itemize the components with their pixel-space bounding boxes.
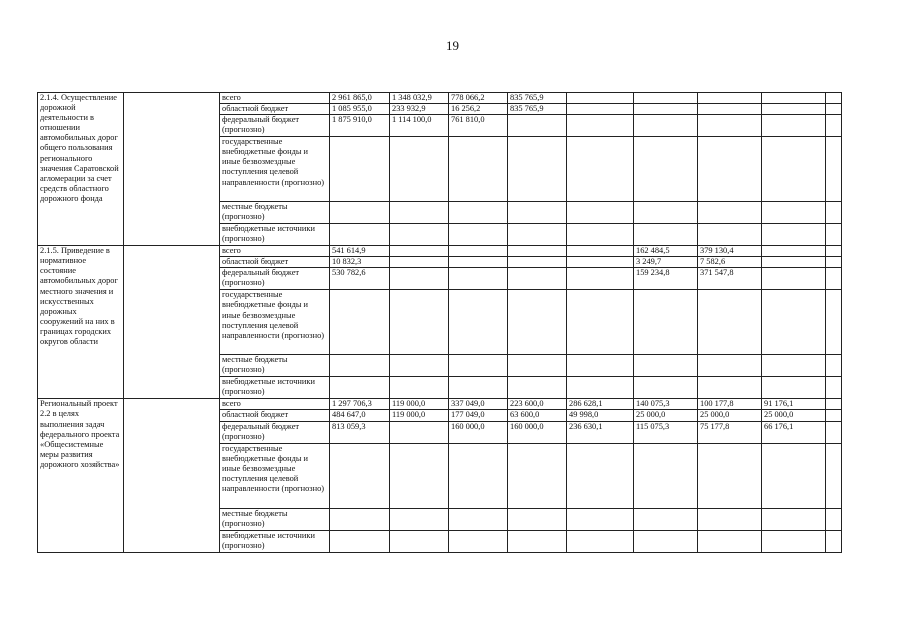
value-cell [449,290,508,355]
value-cell: 75 177,8 [698,421,762,443]
value-cell [390,257,449,268]
value-cell [698,377,762,399]
value-cell: 835 765,9 [508,93,567,104]
value-cell: 1 114 100,0 [390,115,449,137]
value-cell [449,530,508,552]
value-cell: 49 998,0 [567,410,634,421]
budget-table [37,92,842,553]
value-cell: 119 000,0 [390,410,449,421]
value-cell [390,530,449,552]
source-label: федеральный бюджет (прогнозно) [220,268,330,290]
value-cell [508,268,567,290]
value-cell [698,137,762,202]
value-cell [330,355,390,377]
value-cell [826,137,842,202]
value-cell: 63 600,0 [508,410,567,421]
value-cell [698,104,762,115]
empty-cell [124,246,220,399]
value-cell: 177 049,0 [449,410,508,421]
value-cell [390,443,449,508]
value-cell [826,421,842,443]
row-name: Региональный проект 2.2 в целях выполнения задач федерального проекта «Общесистемные меры развития дорожного хозяйства» [38,399,124,552]
source-label: внебюджетные источники (прогнозно) [220,377,330,399]
value-cell: 337 049,0 [449,399,508,410]
value-cell [698,355,762,377]
value-cell [508,115,567,137]
value-cell [634,115,698,137]
value-cell [330,224,390,246]
value-cell [698,443,762,508]
value-cell [634,104,698,115]
value-cell [449,246,508,257]
value-cell: 223 600,0 [508,399,567,410]
value-cell [449,202,508,224]
table-row [38,246,842,257]
value-cell [567,508,634,530]
value-cell [567,115,634,137]
value-cell [698,202,762,224]
value-cell [762,93,826,104]
value-cell: 484 647,0 [330,410,390,421]
source-label: федеральный бюджет (прогнозно) [220,115,330,137]
value-cell [762,257,826,268]
value-cell [567,104,634,115]
value-cell [762,355,826,377]
value-cell: 236 630,1 [567,421,634,443]
value-cell [390,246,449,257]
value-cell [330,508,390,530]
value-cell: 66 176,1 [762,421,826,443]
value-cell [449,443,508,508]
value-cell [390,508,449,530]
value-cell [634,202,698,224]
value-cell: 1 297 706,3 [330,399,390,410]
value-cell [826,377,842,399]
value-cell [508,257,567,268]
value-cell [634,377,698,399]
value-cell [826,115,842,137]
value-cell: 541 614,9 [330,246,390,257]
value-cell: 371 547,8 [698,268,762,290]
value-cell [826,290,842,355]
value-cell [567,355,634,377]
value-cell [698,530,762,552]
value-cell [508,377,567,399]
value-cell: 16 256,2 [449,104,508,115]
value-cell [390,268,449,290]
value-cell: 10 832,3 [330,257,390,268]
value-cell [567,530,634,552]
value-cell [698,508,762,530]
value-cell: 1 085 955,0 [330,104,390,115]
value-cell [567,137,634,202]
value-cell [826,530,842,552]
value-cell [330,443,390,508]
value-cell [826,93,842,104]
source-label: государственные внебюджетные фонды и иные безвозмездные поступления целевой направленности (прогнозно) [220,137,330,202]
value-cell [826,268,842,290]
value-cell [826,399,842,410]
source-label: местные бюджеты (прогнозно) [220,355,330,377]
table-row [38,93,842,104]
source-label: областной бюджет [220,104,330,115]
source-label: местные бюджеты (прогнозно) [220,508,330,530]
value-cell [567,224,634,246]
value-cell: 530 782,6 [330,268,390,290]
value-cell [567,246,634,257]
value-cell [390,355,449,377]
value-cell [567,202,634,224]
value-cell [390,421,449,443]
value-cell [698,115,762,137]
value-cell [762,377,826,399]
value-cell [634,508,698,530]
value-cell: 25 000,0 [634,410,698,421]
value-cell [330,202,390,224]
value-cell [449,224,508,246]
value-cell [826,257,842,268]
value-cell: 119 000,0 [390,399,449,410]
value-cell [826,202,842,224]
value-cell [508,443,567,508]
value-cell: 778 066,2 [449,93,508,104]
value-cell [390,224,449,246]
value-cell [826,410,842,421]
value-cell [390,290,449,355]
value-cell [449,137,508,202]
value-cell [508,530,567,552]
empty-cell [124,399,220,552]
value-cell [698,224,762,246]
value-cell [390,202,449,224]
value-cell [826,355,842,377]
value-cell: 3 249,7 [634,257,698,268]
value-cell [449,508,508,530]
value-cell [567,257,634,268]
value-cell [567,268,634,290]
value-cell [634,290,698,355]
value-cell [567,290,634,355]
value-cell [508,290,567,355]
source-label: внебюджетные источники (прогнозно) [220,530,330,552]
value-cell: 162 484,5 [634,246,698,257]
value-cell [762,290,826,355]
empty-cell [124,93,220,246]
value-cell [826,224,842,246]
value-cell: 813 059,3 [330,421,390,443]
source-label: государственные внебюджетные фонды и иные безвозмездные поступления целевой направленности (прогнозно) [220,443,330,508]
value-cell [508,137,567,202]
value-cell: 7 582,6 [698,257,762,268]
value-cell [698,290,762,355]
value-cell: 160 000,0 [508,421,567,443]
value-cell [449,268,508,290]
value-cell [826,104,842,115]
value-cell [762,530,826,552]
value-cell: 140 075,3 [634,399,698,410]
value-cell [330,137,390,202]
value-cell: 100 177,8 [698,399,762,410]
value-cell: 1 348 032,9 [390,93,449,104]
source-label: федеральный бюджет (прогнозно) [220,421,330,443]
value-cell [826,508,842,530]
value-cell [330,290,390,355]
value-cell [634,530,698,552]
value-cell [762,246,826,257]
value-cell [567,377,634,399]
value-cell [390,377,449,399]
source-label: местные бюджеты (прогнозно) [220,202,330,224]
row-name: 2.1.5. Приведение в нормативное состояние автомобильных дорог местного значения и искусственных дорожных сооружений на них в границах городских округов области [38,246,124,399]
value-cell [508,246,567,257]
value-cell: 233 932,9 [390,104,449,115]
source-label: всего [220,93,330,104]
value-cell [762,224,826,246]
value-cell [698,93,762,104]
value-cell [330,377,390,399]
value-cell: 2 961 865,0 [330,93,390,104]
value-cell [508,508,567,530]
table-row [38,399,842,410]
value-cell: 286 628,1 [567,399,634,410]
value-cell [826,443,842,508]
value-cell [762,443,826,508]
value-cell [449,257,508,268]
value-cell: 160 000,0 [449,421,508,443]
value-cell [634,137,698,202]
value-cell [508,355,567,377]
value-cell [634,224,698,246]
value-cell [634,355,698,377]
row-name: 2.1.4. Осуществление дорожной деятельности в отношении автомобильных дорог общего пользования регионального значения Саратовской агломерации за счет средств областного дорожного фонда [38,93,124,246]
value-cell [762,115,826,137]
value-cell [762,104,826,115]
value-cell [634,93,698,104]
source-label: государственные внебюджетные фонды и иные безвозмездные поступления целевой направленности (прогнозно) [220,290,330,355]
value-cell: 25 000,0 [698,410,762,421]
value-cell [762,508,826,530]
value-cell [567,93,634,104]
source-label: внебюджетные источники (прогнозно) [220,224,330,246]
value-cell [330,530,390,552]
source-label: областной бюджет [220,410,330,421]
value-cell [567,443,634,508]
value-cell: 91 176,1 [762,399,826,410]
source-label: областной бюджет [220,257,330,268]
value-cell: 1 875 910,0 [330,115,390,137]
value-cell [826,246,842,257]
value-cell [508,202,567,224]
source-label: всего [220,246,330,257]
value-cell: 25 000,0 [762,410,826,421]
value-cell: 159 234,8 [634,268,698,290]
value-cell [762,137,826,202]
value-cell [390,137,449,202]
source-label: всего [220,399,330,410]
value-cell [449,355,508,377]
page-number: 19 [446,38,459,53]
value-cell: 761 810,0 [449,115,508,137]
value-cell [508,224,567,246]
value-cell: 115 075,3 [634,421,698,443]
value-cell: 379 130,4 [698,246,762,257]
value-cell: 835 765,9 [508,104,567,115]
value-cell [449,377,508,399]
value-cell [634,443,698,508]
value-cell [762,268,826,290]
value-cell [762,202,826,224]
